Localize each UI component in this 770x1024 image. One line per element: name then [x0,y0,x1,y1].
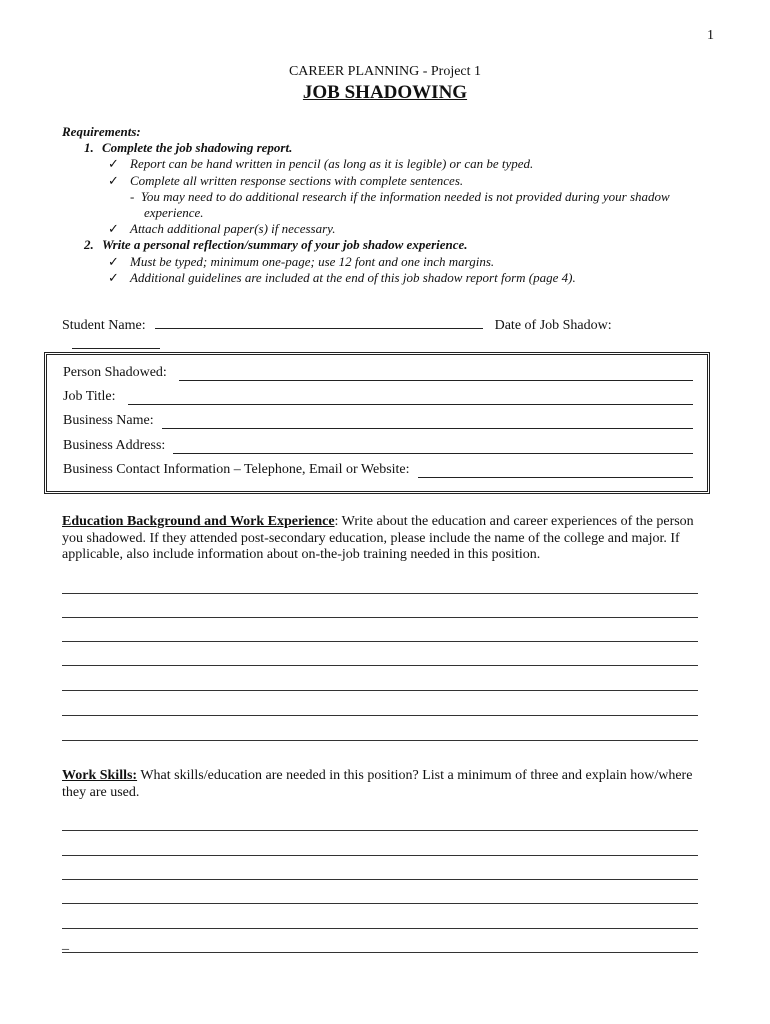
response-line[interactable] [62,715,698,716]
page-title-text: JOB SHADOWING [302,82,468,103]
response-line[interactable] [62,928,698,929]
response-line[interactable] [62,830,698,831]
requirement-1-number: 1. [84,140,94,156]
course-title: CAREER PLANNING - Project 1 [288,64,482,79]
response-line[interactable] [62,617,698,618]
check-mark-icon: ✓ [108,156,119,172]
requirement-2-text: Write a personal reflection/summary of your job shadow experience. [102,237,468,253]
work-skills-section [62,768,716,801]
business-address-row [63,438,693,454]
business-address-field[interactable] [173,441,693,454]
check-text: Additional guidelines are included at the end of this job shadow report form (page 4). [130,269,576,285]
business-contact-field[interactable] [418,465,693,478]
check-text: Attach additional paper(s) if necessary. [130,221,336,237]
dash-text: You may need to do additional research if the information needed is not provided during your shadow experience. [140,188,670,221]
response-line[interactable] [62,665,698,666]
person-shadowed-row [63,365,693,381]
person-shadowed-field[interactable] [179,368,693,381]
work-skills-heading: Work Skills: [62,768,138,783]
requirement-1-check-2 [62,173,722,189]
response-line[interactable] [62,855,698,856]
business-name-field[interactable] [162,416,693,429]
response-line[interactable] [62,879,698,880]
business-contact-label: Business Contact Information – Telephone, Email or Website: [63,462,410,477]
requirement-2-check-2 [62,270,722,286]
check-text: Report can be hand written in pencil (as long as it is legible) or can be typed. [130,156,534,172]
requirement-2-check-1 [62,254,722,270]
response-line[interactable] [62,593,698,594]
date-field[interactable] [72,334,160,349]
job-title-label: Job Title: [63,389,116,404]
student-name-field[interactable] [155,314,483,329]
requirement-1-check-3 [62,221,722,237]
business-address-label: Business Address: [63,438,166,453]
business-info-box [44,352,710,494]
response-line[interactable] [62,690,698,691]
job-title-row [63,389,693,405]
response-line[interactable] [62,740,698,741]
response-line[interactable] [62,952,698,953]
job-title-field[interactable] [128,392,693,405]
date-label: Date of Job Shadow: [494,318,612,333]
check-mark-icon: ✓ [108,221,119,237]
requirements-heading: Requirements: [62,124,141,139]
page-number: 1 [707,28,714,43]
requirement-1-text: Complete the job shadowing report. [102,140,293,156]
requirement-2-number: 2. [84,237,94,253]
business-name-label: Business Name: [63,413,154,428]
business-contact-row [63,462,693,478]
person-shadowed-label: Person Shadowed: [63,365,167,380]
page-title [0,82,770,104]
education-prompt: : Write about the education and career experiences of the person you shadowed. If they attended post-secondary education, please include the name of the college and major. If applicable, also include information about on-the-job training needed in this position. [62,514,694,562]
work-skills-prompt: What skills/education are needed in this position? List a minimum of three and explain how/where they are used. [62,768,693,800]
business-name-row [63,413,693,429]
requirement-1-check-1 [62,156,722,172]
education-section [62,514,716,564]
requirement-2 [62,237,722,253]
response-line[interactable] [62,641,698,642]
requirement-1 [62,140,722,156]
check-text: Complete all written response sections with complete sentences. [130,172,464,188]
response-line[interactable] [62,903,698,904]
check-text: Must be typed; minimum one-page; use 12 font and one inch margins. [130,253,495,269]
requirement-1-dash-note: - You may need to do additional research if the information needed is not provided during your shadow experience. [130,188,670,221]
check-mark-icon: ✓ [108,253,119,269]
trailing-underscore: _ [62,937,69,952]
education-heading: Education Background and Work Experience [62,514,335,529]
check-mark-icon: ✓ [108,269,119,285]
check-mark-icon: ✓ [108,172,119,188]
student-name-label: Student Name: [62,318,146,333]
requirements-list [62,124,722,286]
student-info-row [62,314,702,354]
